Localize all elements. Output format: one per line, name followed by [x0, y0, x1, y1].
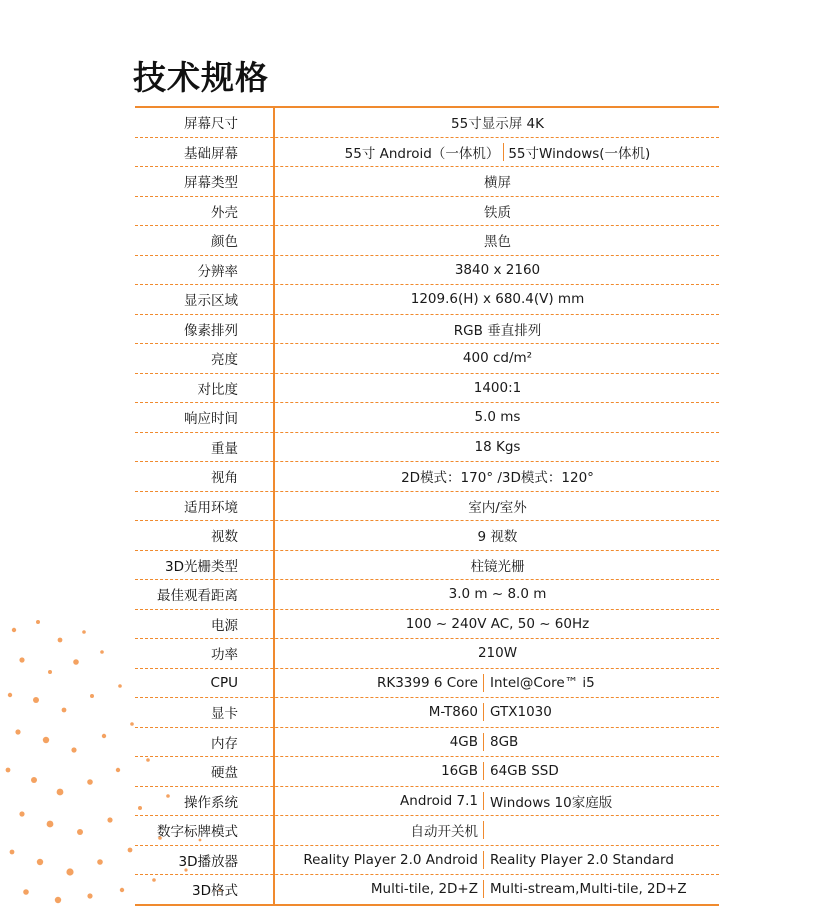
spec-value: RGB 垂直排列	[453, 322, 542, 339]
spec-value-pair	[276, 846, 719, 875]
spec-value-option-2: Intel@Core™ i5	[490, 674, 595, 691]
spec-value-option-2: 55寸Windows(一体机)	[508, 145, 651, 162]
spec-row	[135, 403, 719, 433]
spec-value-pair	[276, 816, 719, 845]
spec-value-option-1: RK3399 6 Core	[376, 674, 478, 691]
option-separator	[483, 821, 484, 839]
spec-row	[135, 344, 719, 374]
spec-row	[135, 462, 719, 492]
spec-row	[135, 374, 719, 404]
spec-value-pair	[276, 728, 719, 757]
spec-row	[135, 580, 719, 610]
spec-value-pair	[276, 787, 719, 816]
spec-value-pair	[276, 875, 719, 904]
spec-value-option-1: M-T860	[428, 704, 478, 721]
page-title: 技术规格	[133, 58, 269, 97]
spec-label: 视角	[211, 470, 238, 487]
spec-row	[135, 285, 719, 315]
spec-value-pair	[276, 757, 719, 786]
spec-value-option-1: Reality Player 2.0 Android	[303, 851, 478, 868]
spec-value-option-1: 16GB	[441, 763, 478, 780]
spec-label: 分辨率	[197, 263, 238, 280]
spec-value: 400 cd/m²	[462, 350, 533, 367]
spec-row	[135, 757, 719, 787]
spec-value: 1209.6(H) x 680.4(V) mm	[410, 291, 585, 308]
spec-label: 显卡	[211, 706, 238, 723]
spec-label: 像素排列	[184, 322, 238, 339]
spec-label: 3D播放器	[178, 853, 238, 870]
spec-value: 3.0 m ~ 8.0 m	[448, 586, 547, 603]
spec-label: 操作系统	[184, 794, 238, 811]
spec-row	[135, 728, 719, 758]
spec-value-option-2: Reality Player 2.0 Standard	[490, 851, 674, 868]
spec-row	[135, 492, 719, 522]
spec-value: 210W	[477, 645, 518, 662]
spec-row	[135, 875, 719, 906]
spec-label: 基础屏幕	[184, 145, 238, 162]
spec-value-option-1: Android 7.1	[400, 792, 478, 809]
spec-row	[135, 226, 719, 256]
spec-value: 3840 x 2160	[454, 261, 541, 278]
spec-value: 55寸显示屏 4K	[451, 116, 544, 133]
spec-value-option-1: Multi-tile, 2D+Z	[370, 881, 478, 898]
spec-row	[135, 108, 719, 138]
spec-row	[135, 256, 719, 286]
spec-value-option-2: Windows 10家庭版	[490, 794, 613, 811]
spec-row	[135, 315, 719, 345]
spec-label: 功率	[211, 647, 238, 664]
spec-label: 视数	[211, 529, 238, 546]
spec-label: 屏幕尺寸	[184, 116, 238, 133]
spec-row	[135, 167, 719, 197]
spec-value-pair	[276, 138, 719, 167]
spec-label: 外壳	[211, 204, 238, 221]
spec-row	[135, 669, 719, 699]
spec-label: 电源	[211, 617, 238, 634]
spec-value-option-2: Multi-stream,Multi-tile, 2D+Z	[490, 881, 687, 898]
spec-table	[135, 106, 719, 906]
spec-row	[135, 698, 719, 728]
spec-row	[135, 138, 719, 168]
spec-value: 18 Kgs	[474, 438, 521, 455]
spec-row	[135, 816, 719, 846]
spec-row	[135, 610, 719, 640]
spec-label: 3D光栅类型	[165, 558, 238, 575]
spec-label: 颜色	[211, 234, 238, 251]
spec-value: 铁质	[484, 204, 511, 221]
spec-label: 屏幕类型	[184, 175, 238, 192]
spec-row	[135, 846, 719, 876]
spec-row	[135, 787, 719, 817]
spec-label: CPU	[210, 674, 238, 691]
spec-value-option-2: 64GB SSD	[490, 763, 559, 780]
spec-label: 重量	[211, 440, 238, 457]
spec-label: 最佳观看距离	[157, 588, 238, 605]
spec-label: 显示区域	[184, 293, 238, 310]
spec-label: 3D格式	[192, 883, 238, 900]
spec-value-pair	[276, 669, 719, 698]
spec-value-pair	[276, 698, 719, 727]
spec-value: 5.0 ms	[474, 409, 521, 426]
spec-value-option-1: 55寸 Android（一体机）	[344, 145, 500, 162]
spec-label: 对比度	[197, 381, 238, 398]
spec-value-option-2: GTX1030	[490, 704, 552, 721]
spec-value-option-1: 自动开关机	[410, 824, 478, 841]
spec-label: 亮度	[211, 352, 238, 369]
spec-row	[135, 551, 719, 581]
spec-value: 横屏	[484, 175, 511, 192]
spec-row	[135, 433, 719, 463]
spec-row	[135, 639, 719, 669]
spec-value-option-1: 4GB	[449, 733, 478, 750]
spec-label: 内存	[211, 735, 238, 752]
spec-value: 黑色	[484, 234, 511, 251]
spec-value: 室内/室外	[468, 499, 527, 516]
spec-label: 响应时间	[184, 411, 238, 428]
spec-value: 1400:1	[473, 379, 522, 396]
spec-value: 柱镜光栅	[470, 558, 525, 575]
spec-value: 9 视数	[477, 529, 518, 546]
spec-value-option-2: 8GB	[490, 733, 519, 750]
spec-value: 100 ~ 240V AC, 50 ~ 60Hz	[405, 615, 590, 632]
spec-value: 2D模式：170° /3D模式：120°	[401, 470, 594, 487]
spec-label: 适用环境	[184, 499, 238, 516]
spec-label: 硬盘	[211, 765, 238, 782]
spec-label: 数字标牌模式	[157, 824, 238, 841]
spec-row	[135, 197, 719, 227]
spec-row	[135, 521, 719, 551]
